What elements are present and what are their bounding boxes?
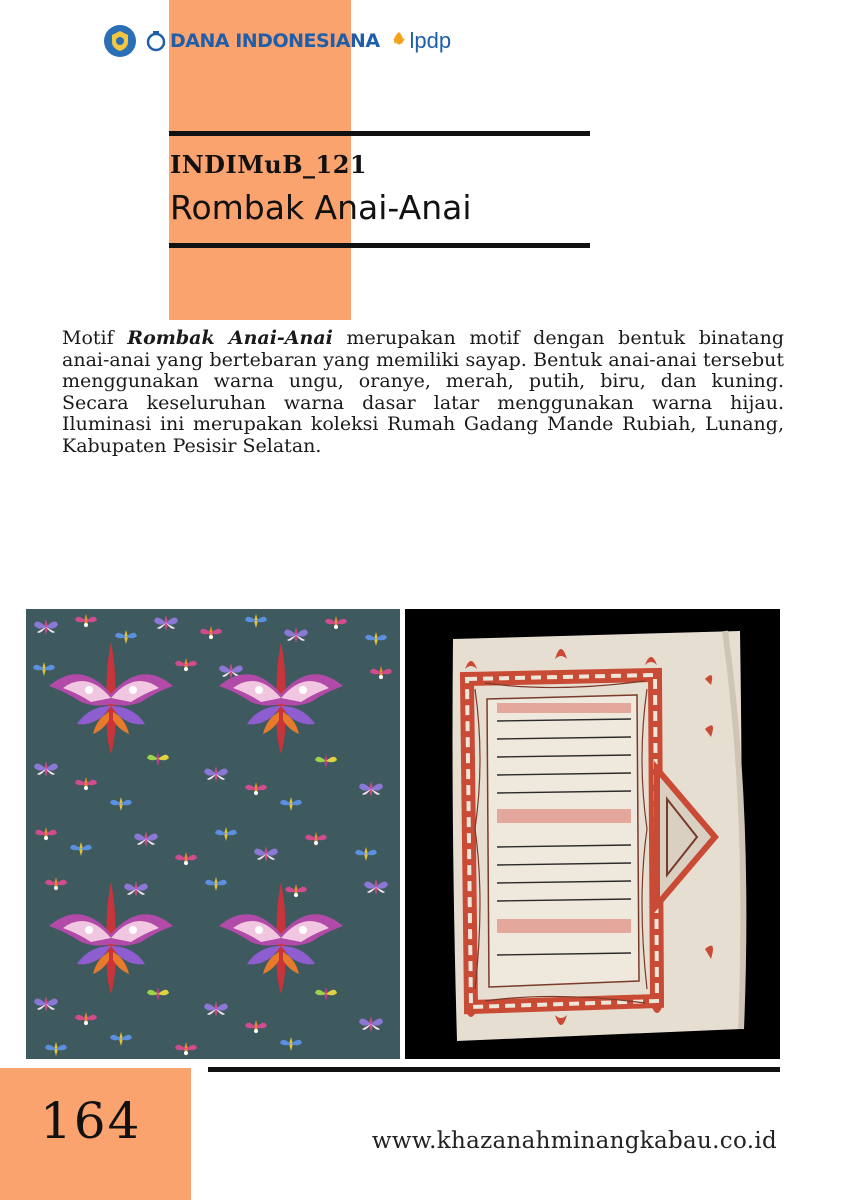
- entry-title: Rombak Anai-Anai: [170, 188, 472, 227]
- page-number: 164: [40, 1092, 142, 1150]
- description-text: merupakan motif dengan bentuk binatang anai-anai yang bertebaran yang memiliki sayap. Bentuk anai-anai tersebut menggunakan warna ungu, oranye, merah, putih, biru, dan kuning. Secara keseluruhan warna dasar latar menggunakan warna hijau. Iluminasi ini merupakan koleksi Rumah Gadang Mande Rubiah, Lunang, Kabupaten Pesisir Selatan.: [62, 327, 784, 457]
- footer-rule: [208, 1067, 780, 1072]
- sponsor-logos: [104, 24, 451, 58]
- motif-name: Rombak Anai-Anai: [127, 327, 333, 349]
- kemdikbud-emblem-icon: [104, 25, 136, 57]
- lpdp-flame-icon: [390, 30, 408, 52]
- description-paragraph: [62, 328, 784, 457]
- dana-indonesiana-text: DANA INDONESIANA: [170, 30, 380, 52]
- website-url: www.khazanahminangkabau.co.id: [371, 1128, 777, 1154]
- dana-indonesiana-logo: [146, 30, 380, 52]
- title-top-rule: [169, 131, 590, 136]
- dana-indonesiana-icon: [146, 30, 166, 52]
- title-bottom-rule: [169, 243, 590, 248]
- description-prefix: Motif: [62, 327, 128, 349]
- manuscript-photo: [405, 609, 780, 1059]
- entry-code: INDIMuB_121: [170, 150, 368, 179]
- lpdp-logo: [390, 28, 452, 54]
- motif-pattern-image: [26, 609, 400, 1059]
- lpdp-text: lpdp: [409, 28, 452, 53]
